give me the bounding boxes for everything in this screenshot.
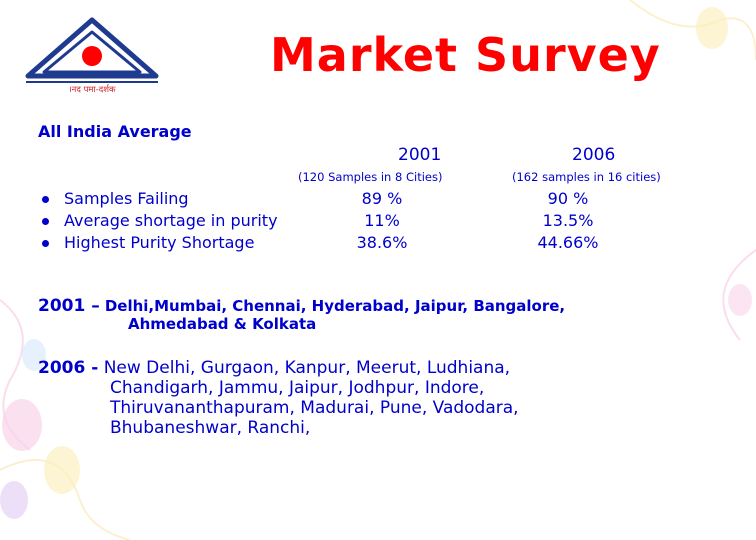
sample-note-2001: (120 Samples in 8 Cities)	[298, 170, 443, 184]
balloon-yellow	[44, 446, 80, 494]
metric-value-2006: 90 %	[547, 189, 589, 208]
metric-value-2006: 44.66%	[537, 233, 599, 252]
metric-label: Highest Purity Shortage	[64, 233, 255, 252]
logo-red-dot	[82, 46, 102, 66]
metric-label: Average shortage in purity	[64, 211, 278, 230]
metric-label: Samples Failing	[64, 189, 189, 208]
column-header-2006: 2006	[572, 145, 616, 165]
bullet-icon	[42, 240, 49, 247]
metric-row-samples-failing	[42, 189, 642, 211]
balloon-pink	[2, 399, 42, 451]
sample-note-2006: (162 samples in 16 cities)	[512, 170, 661, 184]
metric-value-2006: 13.5%	[542, 211, 594, 230]
bis-logo	[22, 14, 162, 94]
bullet-icon	[42, 218, 49, 225]
cities-2006-line-3: Thiruvananthapuram, Madurai, Pune, Vadodara,	[110, 398, 519, 418]
cities-2006-block	[38, 358, 658, 438]
metric-row-average-shortage	[42, 211, 642, 233]
metric-row-highest-shortage	[42, 233, 642, 255]
cities-2006-line-2: Chandigarh, Jammu, Jaipur, Jodhpur, Indore,	[110, 378, 485, 398]
bullet-icon	[42, 196, 49, 203]
logo-caption: ।नद पमा-दर्शक	[68, 85, 116, 94]
cities-2001-line-2: Ahmedabad & Kolkata	[128, 315, 317, 333]
cities-2001-line-1: Delhi,Mumbai, Chennai, Hyderabad, Jaipur, Bangalore,	[104, 297, 566, 315]
balloon-purple	[0, 481, 28, 519]
cities-2006-line-1: New Delhi, Gurgaon, Kanpur, Meerut, Ludhiana,	[103, 358, 511, 378]
cities-2001-block	[38, 296, 728, 333]
cities-2006-lead: 2006 -	[38, 358, 99, 378]
balloon-top-right	[696, 7, 728, 49]
cities-2001-lead: 2001 –	[38, 296, 100, 316]
cities-2006-first-line	[38, 358, 658, 378]
page-title: Market Survey	[270, 28, 661, 82]
column-header-2001: 2001	[398, 145, 442, 165]
metric-value-2001: 38.6%	[356, 233, 408, 252]
subheading: All India Average	[38, 122, 192, 141]
balloon-right	[728, 284, 752, 316]
metrics-list	[42, 189, 642, 255]
cities-2006-line-4: Bhubaneshwar, Ranchi,	[110, 418, 311, 438]
metric-value-2001: 11%	[364, 211, 400, 230]
metric-value-2001: 89 %	[361, 189, 403, 208]
